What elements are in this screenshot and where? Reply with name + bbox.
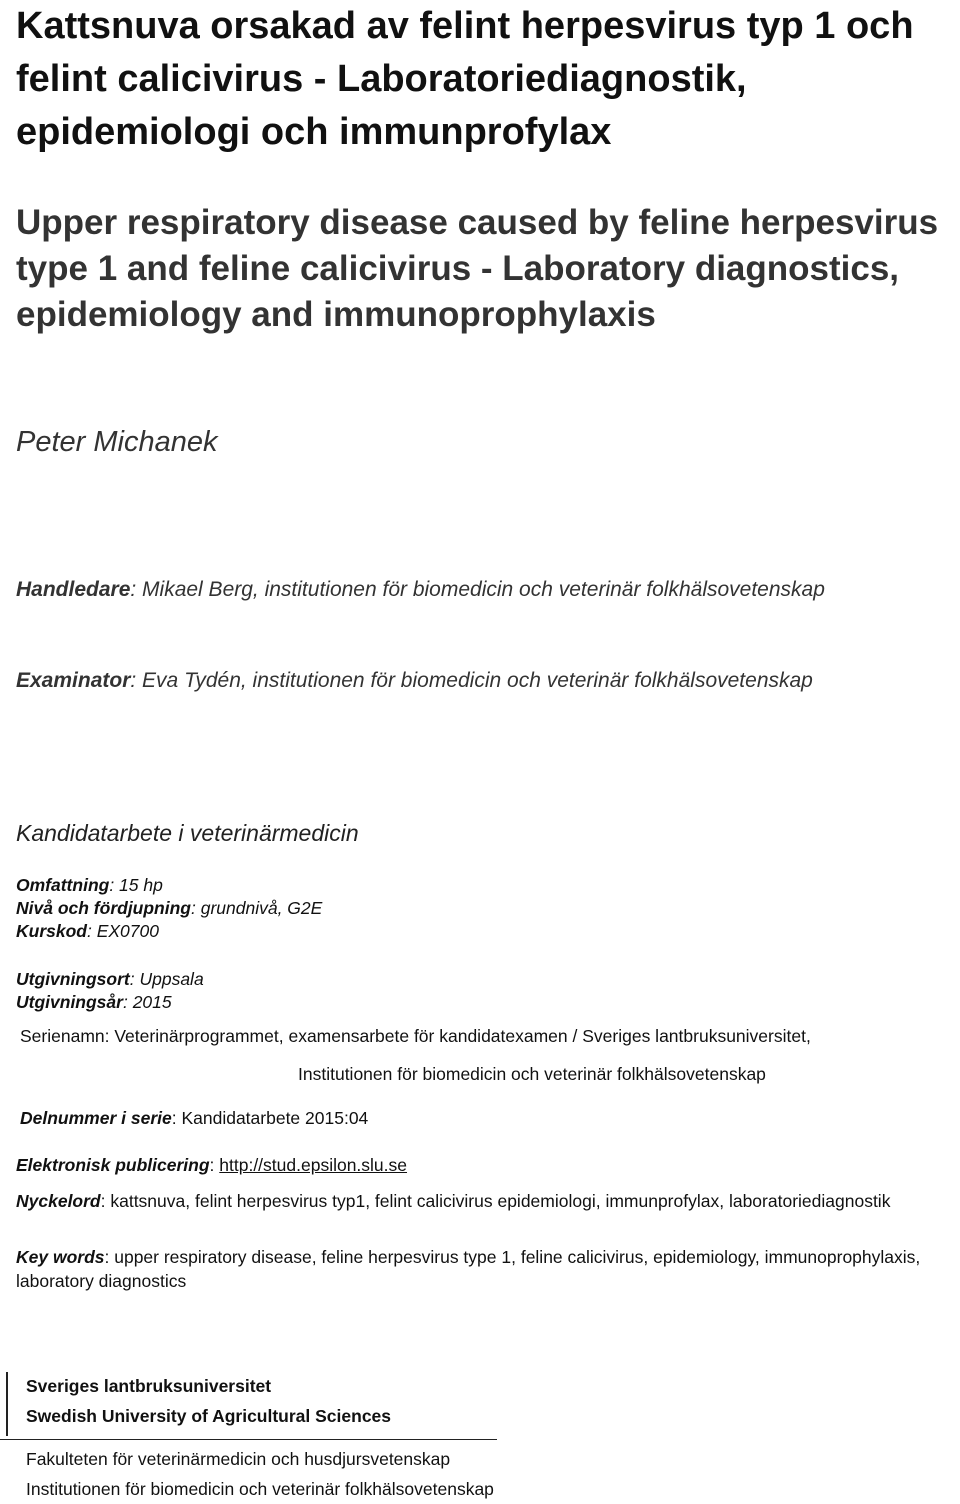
divider xyxy=(0,1439,497,1440)
examiner-label: Examinator xyxy=(16,669,131,692)
publication-place-line xyxy=(16,968,204,991)
supervisor-value: : Mikael Berg, institutionen för biomedicin och veterinär folkhälsovetenskap xyxy=(130,578,825,601)
part-number-line xyxy=(20,1108,368,1129)
publication-year-line xyxy=(16,991,172,1014)
part-number-label: Delnummer i serie xyxy=(20,1108,172,1128)
level-value: : grundnivå, G2E xyxy=(191,898,323,918)
scope-line xyxy=(16,874,163,897)
author-name: Peter Michanek xyxy=(16,426,218,458)
publication-year-value: : 2015 xyxy=(122,992,172,1012)
publication-place-label: Utgivningsort xyxy=(16,969,130,989)
scope-value: : 15 hp xyxy=(109,875,163,895)
publication-place-value: : Uppsala xyxy=(129,969,204,989)
university-name-english: Swedish University of Agricultural Sciences xyxy=(26,1406,392,1426)
title-english: Upper respiratory disease caused by feline herpesvirus type 1 and feline calicivirus - Laboratory diagnostics, epidemiology and immunoprophylaxis xyxy=(16,203,939,334)
keywords-english-label: Key words xyxy=(16,1247,105,1267)
department-name: Institutionen för biomedicin och veterinär folkhälsovetenskap xyxy=(26,1479,494,1499)
title-swedish: Kattsnuva orsakad av felint herpesvirus typ 1 och felint calicivirus - Laboratoriediagnostik, epidemiologi och immunprofylax xyxy=(16,5,914,153)
keywords-swedish-label: Nyckelord xyxy=(16,1191,101,1211)
level-line xyxy=(16,897,322,920)
supervisor-line xyxy=(16,575,916,604)
keywords-english-value: : upper respiratory disease, feline herpesvirus type 1, feline calicivirus, epidemiology, immunoprophylaxis, laboratory diagnostics xyxy=(16,1247,921,1291)
electronic-publishing-link[interactable]: http://stud.epsilon.slu.se xyxy=(219,1155,408,1175)
examiner-line xyxy=(16,666,916,695)
scope-label: Omfattning xyxy=(16,875,110,895)
course-code-line xyxy=(16,920,159,943)
publication-year-label: Utgivningsår xyxy=(16,992,123,1012)
electronic-publishing-label: Elektronisk publicering xyxy=(16,1155,210,1175)
keywords-english xyxy=(16,1245,936,1293)
part-number-value: : Kandidatarbete 2015:04 xyxy=(171,1108,369,1128)
level-label: Nivå och fördjupning xyxy=(16,898,191,918)
faculty-name: Fakulteten för veterinärmedicin och husdjursvetenskap xyxy=(26,1449,451,1469)
course-code-value: : EX0700 xyxy=(86,921,159,941)
keywords-swedish xyxy=(16,1189,916,1213)
university-name-swedish: Sveriges lantbruksuniversitet xyxy=(26,1376,272,1396)
keywords-swedish-value: : kattsnuva, felint herpesvirus typ1, felint calicivirus epidemiologi, immunprofylax, laboratoriediagnostik xyxy=(100,1191,891,1211)
electronic-publishing-sep: : xyxy=(209,1155,220,1175)
series-name-line1: Serienamn: Veterinärprogrammet, examensarbete för kandidatexamen / Sveriges lantbruksuniversitet, xyxy=(20,1026,811,1046)
series-name-line2: Institutionen för biomedicin och veterinär folkhälsovetenskap xyxy=(298,1064,766,1084)
electronic-publishing-line xyxy=(16,1155,407,1176)
supervisor-label: Handledare xyxy=(16,578,131,601)
thesis-type: Kandidatarbete i veterinärmedicin xyxy=(16,820,359,846)
examiner-value: : Eva Tydén, institutionen för biomedicin och veterinär folkhälsovetenskap xyxy=(130,669,813,692)
course-code-label: Kurskod xyxy=(16,921,87,941)
